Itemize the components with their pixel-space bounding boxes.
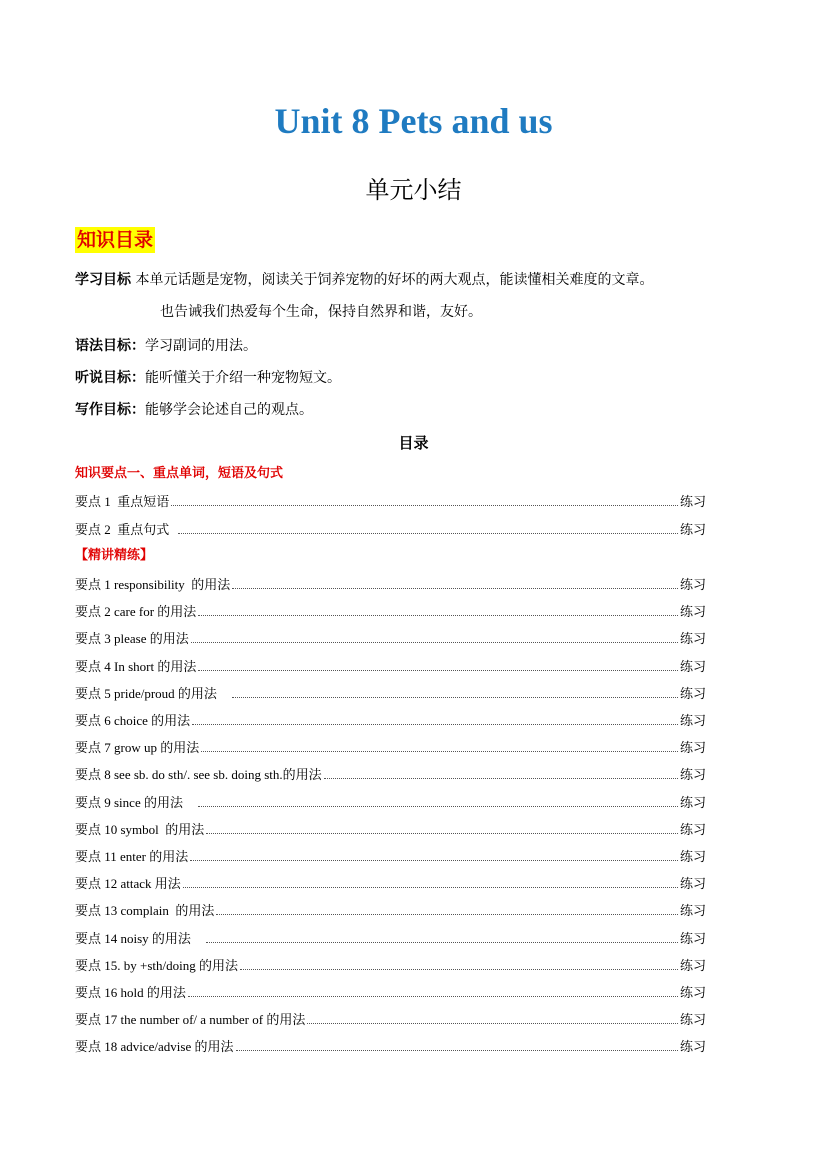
toc-entry-text: 要点 1 responsibility 的用法 — [75, 577, 231, 592]
goal-grammar — [75, 337, 257, 355]
toc-entry-text: 要点 3 please 的用法 — [75, 631, 189, 647]
toc-leader-dots — [307, 1022, 678, 1024]
toc-entry[interactable] — [75, 902, 706, 920]
toc-entry[interactable] — [75, 848, 706, 866]
toc-entry-text: 要点 10 symbol 的用法 — [75, 821, 205, 837]
toc-section-1-heading: 知识要点一、重点单词，短语及句式 — [75, 466, 284, 481]
toc-entry-text: 要点 2 care for 的用法 — [75, 604, 197, 620]
toc-entry-text: 要点 11 enter 的用法 — [75, 849, 189, 864]
toc-entry-page: 练习 — [679, 768, 706, 784]
toc-entry-page: 练习 — [679, 659, 706, 675]
toc-entry-text: 要点 15. by +sth/doing 的用法 — [75, 957, 238, 973]
toc-entry-page: 练习 — [679, 741, 706, 757]
toc-entry-page: 练习 — [679, 522, 706, 538]
toc-entry-text: 要点 7 grow up 的用法 — [75, 740, 200, 756]
toc-entry[interactable] — [75, 521, 706, 539]
goal-text: 能听懂关于介绍一种宠物短文。 — [145, 370, 341, 386]
toc-entry[interactable] — [75, 957, 706, 975]
toc-entry-page: 练习 — [679, 877, 706, 893]
toc-leader-dots — [232, 696, 678, 698]
toc-leader-dots — [178, 532, 678, 534]
toc-leader-dots — [232, 587, 678, 589]
toc-entry-text: 要点 4 In short 的用法 — [75, 658, 197, 674]
toc-entry-text: 要点 1 重点短语 — [75, 494, 170, 509]
toc-entry-page: 练习 — [679, 931, 706, 947]
toc-leader-dots — [191, 641, 678, 643]
toc-entry[interactable] — [75, 875, 706, 893]
page-title: Unit 8 Pets and us — [274, 101, 553, 141]
toc-entry-page: 练习 — [679, 958, 706, 974]
toc-leader-dots — [190, 859, 678, 861]
goal-learning-continued: 也告诫我们热爱每个生命，保持自然界和谐，友好。 — [160, 304, 482, 320]
toc-leader-dots — [236, 1049, 678, 1051]
toc-entry-page: 练习 — [679, 714, 706, 729]
toc-entry-text: 要点 6 choice 的用法 — [75, 713, 191, 728]
toc-title: 目录 — [398, 434, 429, 452]
toc-entry[interactable] — [75, 821, 706, 839]
goal-label: 写作目标： — [75, 402, 145, 418]
goal-label: 学习目标 — [75, 272, 131, 288]
goal-learning — [75, 271, 653, 289]
toc-leader-dots — [240, 968, 678, 970]
toc-entry[interactable] — [75, 630, 706, 648]
toc-leader-dots — [206, 832, 678, 834]
toc-leader-dots — [198, 614, 678, 616]
toc-entry-page: 练习 — [679, 795, 706, 811]
toc-leader-dots — [198, 669, 678, 671]
toc-entry[interactable] — [75, 766, 706, 784]
toc-entry-page: 练习 — [679, 822, 706, 838]
toc-entry-text: 要点 16 hold 的用法 — [75, 985, 186, 1000]
toc-entry-page: 练习 — [679, 495, 706, 510]
goal-label: 语法目标： — [75, 338, 145, 354]
toc-section-2-heading: 【精讲精练】 — [75, 548, 154, 563]
toc-entry-page: 练习 — [679, 1040, 706, 1056]
toc-entry-page: 练习 — [679, 904, 706, 920]
toc-entry-page: 练习 — [679, 605, 706, 621]
toc-entry[interactable] — [75, 984, 706, 1002]
toc-entry[interactable] — [75, 1038, 706, 1056]
toc-entry[interactable] — [75, 576, 706, 594]
toc-entry-text: 要点 2 重点句式 — [75, 521, 176, 537]
toc-entry-text: 要点 17 the number of/ a number of 的用法 — [75, 1012, 306, 1028]
goal-text: 能够学会论述自己的观点。 — [145, 402, 313, 418]
toc-entry[interactable] — [75, 1011, 706, 1029]
toc-entry[interactable] — [75, 739, 706, 757]
goal-writing — [75, 401, 313, 419]
toc-entry-page: 练习 — [679, 578, 706, 593]
toc-entry[interactable] — [75, 930, 706, 948]
section-heading: 知识目录 — [77, 229, 154, 251]
toc-entry[interactable] — [75, 712, 706, 730]
toc-leader-dots — [206, 941, 678, 943]
toc-leader-dots — [183, 886, 678, 888]
toc-entry-page: 练习 — [679, 1013, 706, 1029]
toc-leader-dots — [192, 723, 678, 725]
toc-entry[interactable] — [75, 658, 706, 676]
toc-entry-text: 要点 9 since 的用法 — [75, 794, 196, 810]
toc-leader-dots — [201, 750, 678, 752]
goal-listening — [75, 369, 341, 387]
toc-entry[interactable] — [75, 493, 706, 511]
toc-entry-page: 练习 — [679, 686, 706, 702]
goal-label: 听说目标： — [75, 370, 145, 386]
toc-entry[interactable] — [75, 685, 706, 703]
toc-entry-text: 要点 18 advice/advise 的用法 — [75, 1039, 234, 1055]
toc-entry[interactable] — [75, 603, 706, 621]
toc-entry-page: 练习 — [679, 986, 706, 1001]
toc-leader-dots — [171, 504, 678, 506]
toc-entry-text: 要点 5 pride/proud 的用法 — [75, 685, 230, 701]
toc-leader-dots — [216, 913, 678, 915]
toc-entry-page: 练习 — [679, 632, 706, 648]
toc-leader-dots — [188, 995, 678, 997]
toc-entry[interactable] — [75, 794, 706, 812]
toc-entry-text: 要点 13 complain 的用法 — [75, 903, 215, 919]
goal-text: 学习副词的用法。 — [145, 338, 257, 354]
toc-leader-dots — [324, 777, 678, 779]
toc-entry-page: 练习 — [679, 850, 706, 865]
page-subtitle: 单元小结 — [365, 176, 462, 204]
toc-entry-text: 要点 14 noisy 的用法 — [75, 930, 204, 946]
toc-entry-text: 要点 12 attack 用法 — [75, 876, 181, 892]
toc-leader-dots — [198, 805, 678, 807]
goal-text: 本单元话题是宠物，阅读关于饲养宠物的好坏的两大观点，能读懂相关难度的文章。 — [131, 272, 654, 288]
toc-entry-text: 要点 8 see sb. do sth/. see sb. doing sth.的用法 — [75, 767, 322, 783]
